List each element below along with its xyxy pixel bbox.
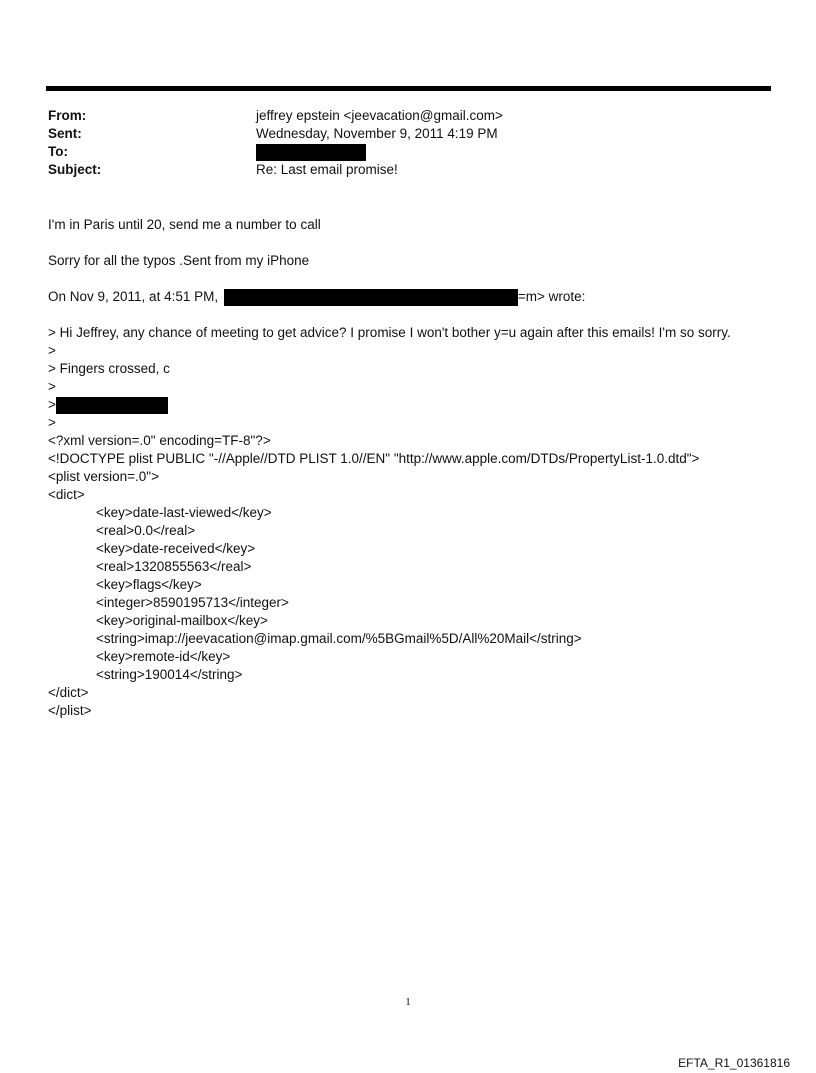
header-divider: [46, 86, 771, 91]
xml-line: <key>date-last-viewed</key>: [96, 505, 272, 520]
sent-label: Sent:: [48, 126, 82, 141]
xml-line: <key>date-received</key>: [96, 541, 256, 556]
redaction-block: [224, 289, 518, 306]
to-value: [256, 143, 366, 161]
subject-row: [48, 161, 768, 179]
xml-line: <integer>8590195713</integer>: [96, 595, 289, 610]
plist-xml: [48, 432, 788, 720]
quoted-line: >: [48, 379, 56, 394]
email-body: [48, 216, 788, 720]
quoted-line: > Hi Jeffrey, any chance of meeting to get advice? I promise I won't bother y=u again after this emails! I'm so sorry.: [48, 325, 731, 340]
xml-line: <string>imap://jeevacation@imap.gmail.com/%5BGmail%5D/All%20Mail</string>: [96, 631, 582, 646]
quoted-line: >: [48, 343, 56, 358]
quote-intro-prefix: On Nov 9, 2011, at 4:51 PM,: [48, 289, 219, 304]
subject-value: Re: Last email promise!: [256, 162, 398, 177]
quoted-message: [48, 324, 788, 432]
xml-line: <!DOCTYPE plist PUBLIC "-//Apple//DTD PLIST 1.0//EN" "http://www.apple.com/DTDs/PropertyList-1.0.dtd">: [48, 451, 700, 466]
xml-line: <key>remote-id</key>: [96, 649, 231, 664]
xml-line: <string>190014</string>: [96, 667, 243, 682]
email-header: [48, 107, 768, 179]
from-value: jeffrey epstein <jeevacation@gmail.com>: [256, 108, 503, 123]
xml-line: <real>0.0</real>: [96, 523, 196, 538]
quoted-line: >: [48, 415, 56, 430]
quoted-line: > Fingers crossed, c: [48, 361, 170, 376]
quoted-line-redacted: [48, 396, 788, 414]
quote-marker: >: [48, 397, 56, 412]
subject-label: Subject:: [48, 162, 102, 177]
xml-line: <key>flags</key>: [96, 577, 202, 592]
xml-line: <plist version=.0">: [48, 469, 159, 484]
body-line: I'm in Paris until 20, send me a number to call: [48, 217, 321, 232]
to-row: [48, 143, 768, 161]
redaction-block: [56, 397, 168, 414]
xml-line: </dict>: [48, 685, 89, 700]
xml-line: <dict>: [48, 487, 85, 502]
quote-intro-suffix: =m> wrote:: [517, 289, 586, 304]
xml-line: <key>original-mailbox</key>: [96, 613, 268, 628]
from-row: [48, 107, 768, 125]
document-id: EFTA_R1_01361816: [678, 1056, 790, 1070]
from-label: From:: [48, 108, 87, 123]
sent-row: [48, 125, 768, 143]
xml-line: <real>1320855563</real>: [96, 559, 252, 574]
redaction-block: [256, 144, 366, 161]
body-line: Sorry for all the typos .Sent from my iPhone: [48, 253, 310, 268]
page-number: 1: [405, 996, 411, 1008]
to-label: To:: [48, 144, 68, 159]
sent-value: Wednesday, November 9, 2011 4:19 PM: [256, 126, 498, 141]
xml-line: </plist>: [48, 703, 92, 718]
quote-intro: [48, 288, 788, 306]
xml-line: <?xml version=.0" encoding=TF-8"?>: [48, 433, 271, 448]
